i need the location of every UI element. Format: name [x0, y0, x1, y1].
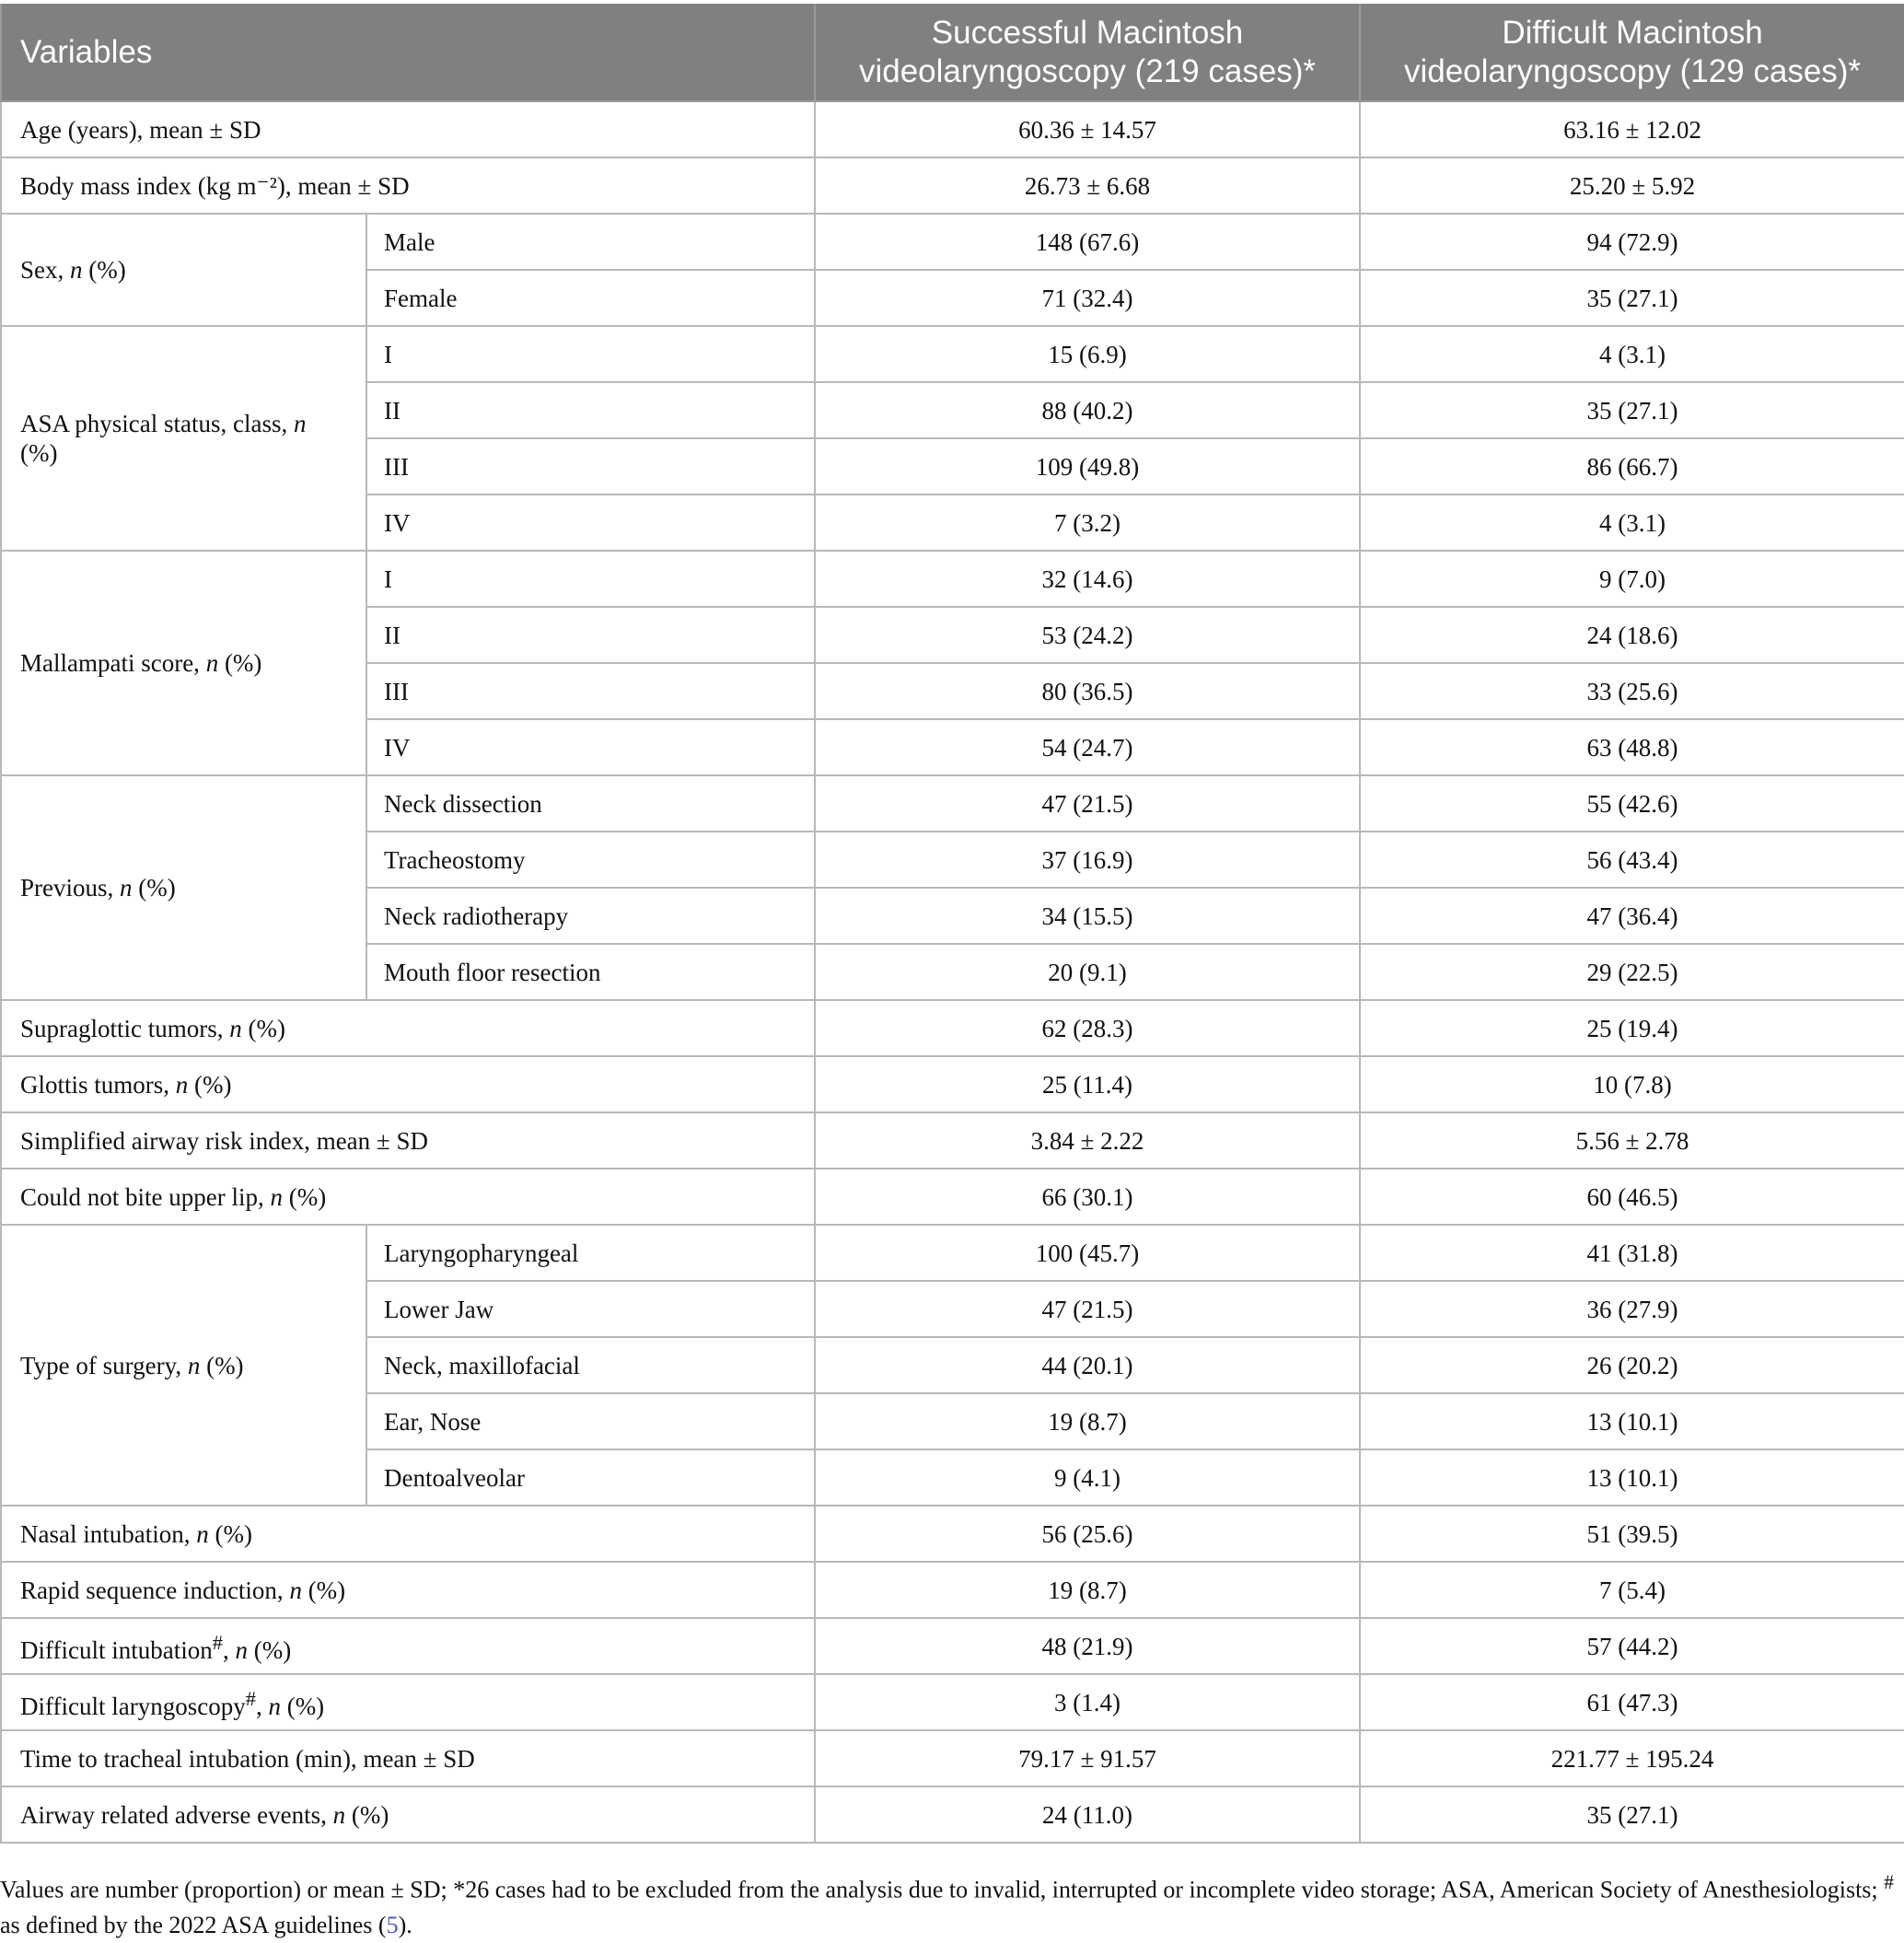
value-difficult: 7 (5.4): [1360, 1562, 1904, 1618]
value-difficult: 33 (25.6): [1360, 663, 1904, 719]
value-successful: 24 (11.0): [815, 1786, 1360, 1843]
data-table: [0, 4, 1904, 1844]
value-successful: 53 (24.2): [815, 607, 1360, 663]
value-difficult: 221.77 ± 195.24: [1360, 1730, 1904, 1786]
value-difficult: 51 (39.5): [1360, 1506, 1904, 1562]
header-difficult: Difficult Macintosh videolaryngoscopy (129 cases)*: [1360, 4, 1904, 101]
sub-label: Male: [366, 214, 815, 270]
value-difficult: 55 (42.6): [1360, 775, 1904, 832]
sub-label: Dentoalveolar: [366, 1449, 815, 1506]
header-variables: Variables: [1, 4, 815, 101]
value-difficult: 24 (18.6): [1360, 607, 1904, 663]
sub-label: III: [366, 438, 815, 494]
table-row: [1, 1618, 1904, 1674]
sub-label: Neck, maxillofacial: [366, 1337, 815, 1393]
value-difficult: 60 (46.5): [1360, 1169, 1904, 1225]
value-successful: 3 (1.4): [815, 1674, 1360, 1730]
row-label: Airway related adverse events, n (%): [1, 1786, 815, 1843]
value-difficult: 61 (47.3): [1360, 1674, 1904, 1730]
sub-label: Mouth floor resection: [366, 944, 815, 1000]
value-difficult: 36 (27.9): [1360, 1281, 1904, 1337]
sub-label: III: [366, 663, 815, 719]
sub-label: IV: [366, 719, 815, 775]
sub-label: Lower Jaw: [366, 1281, 815, 1337]
value-difficult: 56 (43.4): [1360, 832, 1904, 888]
table-row: [1, 1112, 1904, 1169]
table-row: [1, 1225, 1904, 1281]
value-difficult: 9 (7.0): [1360, 551, 1904, 607]
table-row: [1, 214, 1904, 270]
value-difficult: 5.56 ± 2.78: [1360, 1112, 1904, 1169]
value-difficult: 25 (19.4): [1360, 1000, 1904, 1056]
value-successful: 15 (6.9): [815, 326, 1360, 382]
value-successful: 62 (28.3): [815, 1000, 1360, 1056]
value-successful: 80 (36.5): [815, 663, 1360, 719]
value-successful: 71 (32.4): [815, 270, 1360, 326]
value-difficult: 35 (27.1): [1360, 270, 1904, 326]
row-label: Rapid sequence induction, n (%): [1, 1562, 815, 1618]
value-successful: 88 (40.2): [815, 382, 1360, 438]
sub-label: II: [366, 382, 815, 438]
value-difficult: 35 (27.1): [1360, 1786, 1904, 1843]
value-successful: 54 (24.7): [815, 719, 1360, 775]
value-successful: 32 (14.6): [815, 551, 1360, 607]
value-successful: 148 (67.6): [815, 214, 1360, 270]
reference-link[interactable]: 5: [386, 1911, 399, 1938]
value-successful: 47 (21.5): [815, 775, 1360, 832]
value-successful: 66 (30.1): [815, 1169, 1360, 1225]
sub-label: Ear, Nose: [366, 1393, 815, 1449]
row-label: Age (years), mean ± SD: [1, 101, 815, 157]
value-successful: 56 (25.6): [815, 1506, 1360, 1562]
table-row: [1, 1000, 1904, 1056]
table-row: [1, 775, 1904, 832]
value-successful: 20 (9.1): [815, 944, 1360, 1000]
value-successful: 100 (45.7): [815, 1225, 1360, 1281]
table-row: [1, 1730, 1904, 1786]
sub-label: Tracheostomy: [366, 832, 815, 888]
value-successful: 60.36 ± 14.57: [815, 101, 1360, 157]
value-successful: 7 (3.2): [815, 494, 1360, 551]
row-label: Supraglottic tumors, n (%): [1, 1000, 815, 1056]
value-successful: 44 (20.1): [815, 1337, 1360, 1393]
table-header-row: [1, 4, 1904, 101]
sub-label: IV: [366, 494, 815, 551]
value-difficult: 4 (3.1): [1360, 494, 1904, 551]
value-difficult: 10 (7.8): [1360, 1056, 1904, 1112]
value-successful: 79.17 ± 91.57: [815, 1730, 1360, 1786]
table-row: [1, 1169, 1904, 1225]
table-row: [1, 1562, 1904, 1618]
table-row: [1, 1786, 1904, 1843]
table-row: [1, 1674, 1904, 1730]
group-label: Sex, n (%): [1, 214, 366, 326]
value-successful: 37 (16.9): [815, 832, 1360, 888]
table-row: [1, 1056, 1904, 1112]
value-difficult: 35 (27.1): [1360, 382, 1904, 438]
value-difficult: 57 (44.2): [1360, 1618, 1904, 1674]
table-row: [1, 101, 1904, 157]
value-successful: 48 (21.9): [815, 1618, 1360, 1674]
group-label: Previous, n (%): [1, 775, 366, 1000]
value-successful: 47 (21.5): [815, 1281, 1360, 1337]
value-difficult: 41 (31.8): [1360, 1225, 1904, 1281]
value-successful: 34 (15.5): [815, 888, 1360, 944]
table-row: [1, 1506, 1904, 1562]
value-successful: 19 (8.7): [815, 1562, 1360, 1618]
value-successful: 9 (4.1): [815, 1449, 1360, 1506]
row-label: Simplified airway risk index, mean ± SD: [1, 1112, 815, 1169]
table-row: [1, 551, 1904, 607]
group-label: Mallampati score, n (%): [1, 551, 366, 775]
sub-label: Neck radiotherapy: [366, 888, 815, 944]
value-difficult: 47 (36.4): [1360, 888, 1904, 944]
value-difficult: 13 (10.1): [1360, 1393, 1904, 1449]
value-successful: 109 (49.8): [815, 438, 1360, 494]
row-label: Nasal intubation, n (%): [1, 1506, 815, 1562]
value-difficult: 13 (10.1): [1360, 1449, 1904, 1506]
row-label: Difficult intubation#, n (%): [1, 1618, 815, 1674]
row-label: Could not bite upper lip, n (%): [1, 1169, 815, 1225]
row-label: Glottis tumors, n (%): [1, 1056, 815, 1112]
header-successful: Successful Macintosh videolaryngoscopy (219 cases)*: [815, 4, 1360, 101]
row-label: Body mass index (kg m⁻²), mean ± SD: [1, 157, 815, 214]
value-difficult: 63 (48.8): [1360, 719, 1904, 775]
value-successful: 19 (8.7): [815, 1393, 1360, 1449]
sub-label: Laryngopharyngeal: [366, 1225, 815, 1281]
table-row: [1, 157, 1904, 214]
sub-label: Female: [366, 270, 815, 326]
value-difficult: 94 (72.9): [1360, 214, 1904, 270]
group-label: ASA physical status, class, n (%): [1, 326, 366, 551]
value-difficult: 86 (66.7): [1360, 438, 1904, 494]
value-successful: 25 (11.4): [815, 1056, 1360, 1112]
table-row: [1, 326, 1904, 382]
sub-label: I: [366, 551, 815, 607]
value-successful: 3.84 ± 2.22: [815, 1112, 1360, 1169]
sub-label: Neck dissection: [366, 775, 815, 832]
value-difficult: 29 (22.5): [1360, 944, 1904, 1000]
group-label: Type of surgery, n (%): [1, 1225, 366, 1506]
value-successful: 26.73 ± 6.68: [815, 157, 1360, 214]
row-label: Time to tracheal intubation (min), mean ± SD: [1, 1730, 815, 1786]
value-difficult: 63.16 ± 12.02: [1360, 101, 1904, 157]
value-difficult: 26 (20.2): [1360, 1337, 1904, 1393]
value-difficult: 25.20 ± 5.92: [1360, 157, 1904, 214]
sub-label: II: [366, 607, 815, 663]
row-label: Difficult laryngoscopy#, n (%): [1, 1674, 815, 1730]
value-difficult: 4 (3.1): [1360, 326, 1904, 382]
sub-label: I: [366, 326, 815, 382]
table-footnote: Values are number (proportion) or mean ± SD; *26 cases had to be excluded from the analysis due to invalid, interrupted or incomplete video storage; ASA, American Society of Anesthesiologists; # as defined by the 2022 ASA guidelines (5).: [0, 1871, 1894, 1938]
